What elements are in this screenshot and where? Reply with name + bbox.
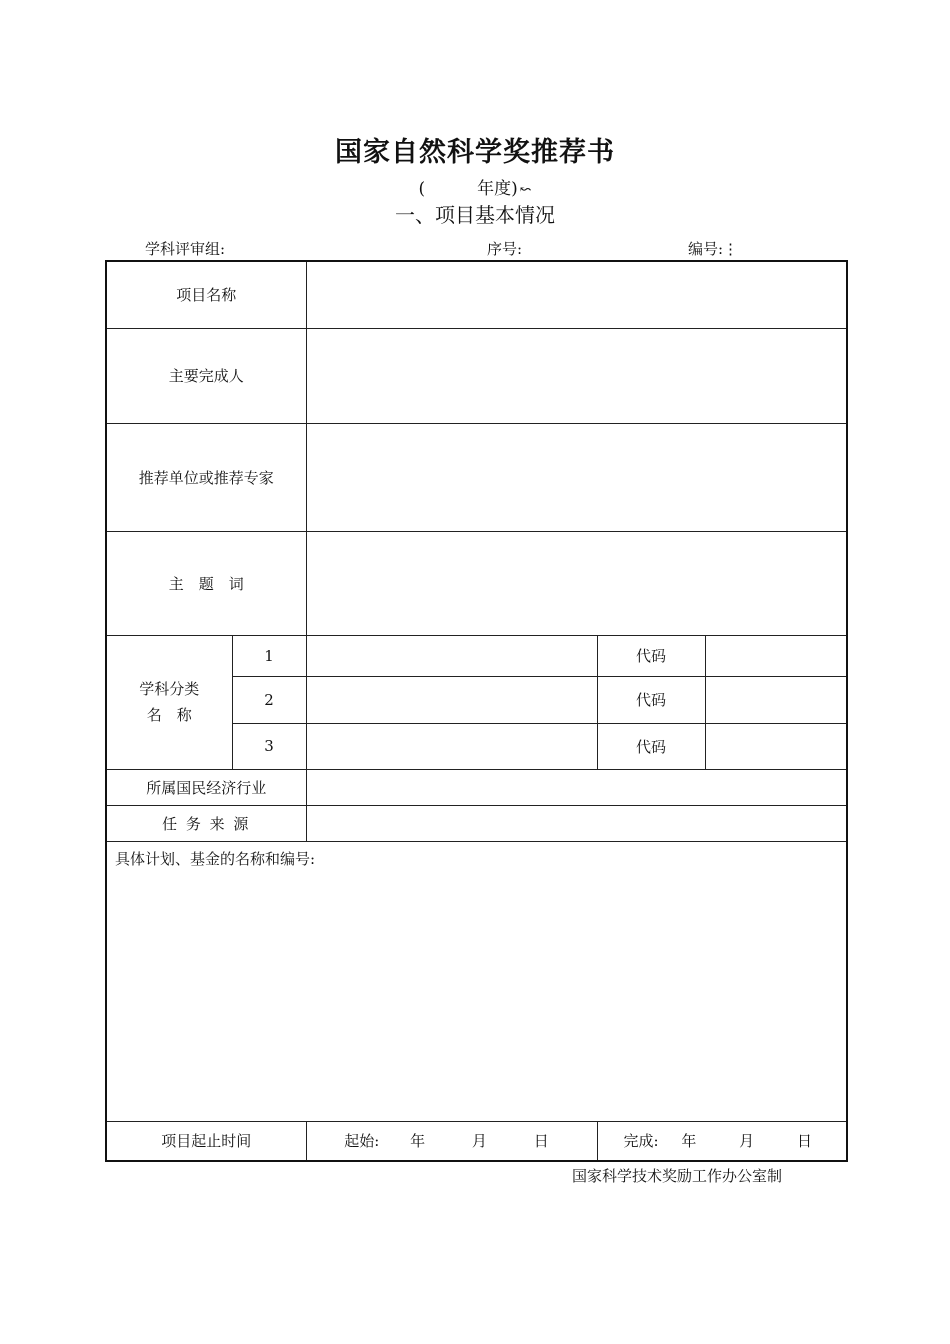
discipline-index: 3 [232,723,306,769]
discipline-name-field[interactable] [306,676,597,723]
end-year-label: 年 [681,1132,697,1151]
recommender-field[interactable] [306,423,847,531]
discipline-code-label: 代码 [597,723,705,769]
industry-field[interactable] [306,769,847,805]
year-line [0,174,950,199]
end-label: 完成: [623,1132,659,1151]
discipline-label-line1: 学科分类 [139,680,200,698]
end-month-label: 月 [739,1132,755,1151]
discipline-index: 2 [232,676,306,723]
start-year-label: 年 [410,1132,426,1151]
recommender-label: 推荐单位或推荐专家 [106,423,306,531]
keywords-label: 主 题 词 [106,531,306,635]
discipline-code-field[interactable] [705,723,847,769]
end-day-label: 日 [796,1132,812,1151]
task-source-field[interactable] [306,805,847,841]
period-label: 项目起止时间 [106,1121,306,1161]
seq-label: 序号: [487,240,523,258]
plan-fund-field[interactable] [106,841,847,1121]
main-people-field[interactable] [306,328,847,423]
start-day-label: 日 [533,1132,549,1151]
recommendation-form [105,260,848,1162]
main-people-label: 主要完成人 [106,328,306,423]
keywords-field[interactable] [306,531,847,635]
discipline-code-field[interactable] [705,676,847,723]
section-title: 一、项目基本情况 [395,203,555,227]
discipline-code-field[interactable] [705,635,847,676]
industry-label: 所属国民经济行业 [106,769,306,805]
end-date-field[interactable] [597,1121,847,1161]
discipline-label [106,635,232,769]
start-date-field[interactable] [306,1121,597,1161]
project-name-field[interactable] [306,261,847,328]
discipline-code-label: 代码 [597,676,705,723]
symbol-mark: ↜ [519,182,532,198]
year-label: 年度) [477,179,518,199]
code-label: 编号:⋮ [688,240,739,258]
discipline-code-label: 代码 [597,635,705,676]
year-open-paren: ( [418,179,426,199]
task-source-label: 任 务 来 源 [106,805,306,841]
group-label: 学科评审组: [145,240,226,258]
start-month-label: 月 [471,1132,487,1151]
project-name-label: 项目名称 [106,261,306,328]
start-label: 起始: [344,1132,380,1151]
discipline-label-line2: 名 称 [146,706,192,724]
page-title: 国家自然科学奖推荐书 [335,137,615,168]
footer-issuer: 国家科学技术奖励工作办公室制 [572,1167,783,1185]
discipline-name-field[interactable] [306,723,597,769]
discipline-index: 1 [232,635,306,676]
discipline-name-field[interactable] [306,635,597,676]
plan-fund-label: 具体计划、基金的名称和编号: [115,849,316,868]
